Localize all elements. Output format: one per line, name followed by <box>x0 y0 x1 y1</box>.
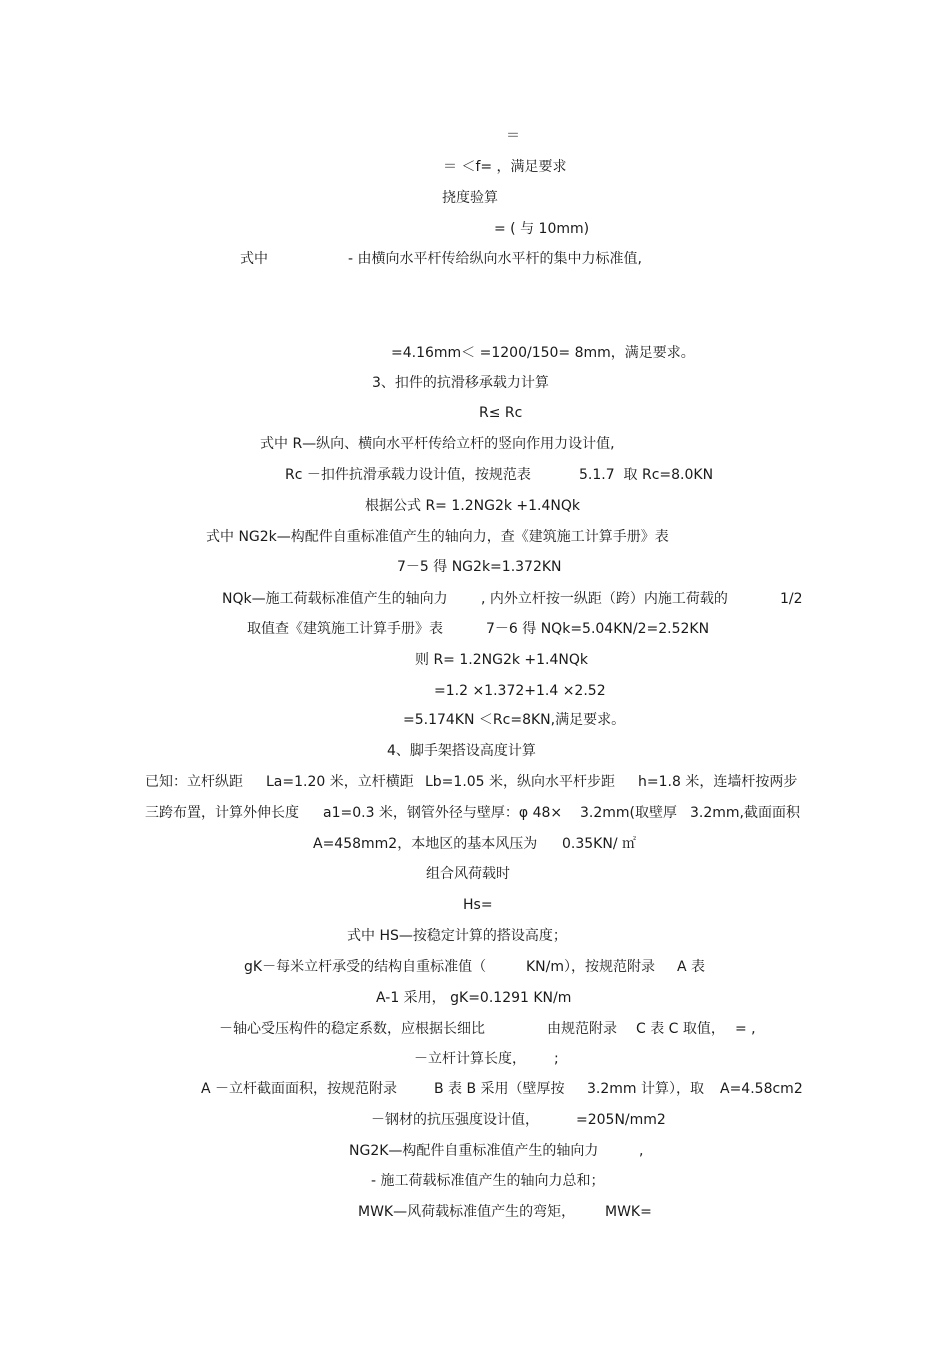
formula-line-hs: Hs= <box>463 897 493 913</box>
text-line-ng2k-def: 式中 NG2k—构配件自重标准值产生的轴向力，查《建筑施工计算手册》表 <box>206 529 669 545</box>
text-line-phi-appendix: 由规范附录 <box>547 1021 617 1037</box>
text-line-given-1d: h=1.8 米，连墙杆按两步 <box>638 774 798 790</box>
text-line-phi-eq: = , <box>735 1021 756 1037</box>
text-line-given-3b: 0.35KN/ ㎡ <box>562 836 636 852</box>
text-line-r-def: 式中 R—纵向、横向水平杆传给立杆的竖向作用力设计值, <box>260 436 615 452</box>
text-line-ng2k-comma: , <box>639 1143 644 1159</box>
formula-line-r-calc: =1.2 ×1.372+1.4 ×2.52 <box>434 683 606 699</box>
formula-line-r: 根据公式 R= 1.2NG2k +1.4NQk <box>365 498 581 514</box>
text-line-given-2a: 三跨布置，计算外伸长度 <box>145 805 299 821</box>
formula-line-r-rc: R≤ Rc <box>479 405 523 421</box>
text-line-where-desc: - 由横向水平杆传给纵向水平杆的集中力标准值, <box>348 251 642 267</box>
text-line-mwk-def: MWK—风荷载标准值产生的弯矩， <box>358 1204 576 1220</box>
text-line-given-2c: 3.2mm(取壁厚 <box>580 805 678 821</box>
text-line-f-value: =205N/mm2 <box>576 1112 666 1128</box>
formula-line-mwk: MWK= <box>605 1204 652 1220</box>
text-line-ng2k-axial: NG2K—构配件自重标准值产生的轴向力 <box>349 1143 599 1159</box>
text-line-given-2d: 3.2mm,截面面积 <box>690 805 800 821</box>
section-heading-4: 4、脚手架搭设高度计算 <box>387 743 536 759</box>
text-line-gk-table: A 表 <box>677 959 706 975</box>
text-line-given-1a: 已知：立杆纵距 <box>145 774 243 790</box>
formula-line-check: ＝ ＜f= ，满足要求 <box>443 159 567 175</box>
text-line-rc-value: 5.1.7 取 Rc=8.0KN <box>579 467 714 483</box>
section-heading-3: 3、扣件的抗滑移承载力计算 <box>372 375 549 391</box>
text-line-nqk-sum: - 施工荷载标准值产生的轴向力总和； <box>371 1173 605 1189</box>
formula-line-deflection-result: =4.16mm＜ =1200/150= 8mm，满足要求。 <box>391 345 695 361</box>
text-line-gk-def: gK－每米立杆承受的结构自重标准值（ <box>244 959 487 975</box>
text-line-gk-value: A-1 采用， gK=0.1291 KN/m <box>376 990 572 1006</box>
text-line-phi-table: C 表 C 取值， <box>636 1021 725 1037</box>
text-line-hs-def: 式中 HS—按稳定计算的搭设高度； <box>347 928 567 944</box>
text-line-l0-def: －立杆计算长度， <box>414 1051 526 1067</box>
text-line-area-table: B 表 B 采用（壁厚按 <box>434 1081 565 1097</box>
formula-line-r-result: =5.174KN ＜Rc=8KN,满足要求。 <box>403 712 626 728</box>
text-line-nqk-half: 1/2 <box>780 591 803 607</box>
text-line-where: 式中 <box>240 251 268 267</box>
formula-line-r-2: 则 R= 1.2NG2k +1.4NQk <box>415 652 589 668</box>
text-line-given-1c: Lb=1.05 米，纵向水平杆步距 <box>425 774 616 790</box>
text-line-area-def: A －立杆截面面积，按规范附录 <box>201 1081 398 1097</box>
text-line-nqk-lookup: 取值查《建筑施工计算手册》表 <box>247 621 443 637</box>
text-line-wind-combo: 组合风荷载时 <box>426 866 510 882</box>
text-line-phi-def: －轴心受压构件的稳定系数，应根据长细比 <box>219 1021 485 1037</box>
text-line-ng2k-value: 7－5 得 NG2k=1.372KN <box>397 559 562 575</box>
text-line-given-1b: La=1.20 米，立杆横距 <box>266 774 414 790</box>
text-line-gk-unit: KN/m），按规范附录 <box>526 959 656 975</box>
text-line-nqk-value: 7－6 得 NQk=5.04KN/2=2.52KN <box>486 621 710 637</box>
text-line-given-3a: A=458mm2，本地区的基本风压为 <box>313 836 538 852</box>
text-line-nqk-def: NQk—施工荷载标准值产生的轴向力 <box>222 591 448 607</box>
formula-line-equals: ＝ <box>506 128 520 144</box>
formula-line-deflection: = ( 与 10mm) <box>494 221 590 237</box>
text-line-nqk-def-2: , 内外立杆按一纵距（跨）内施工荷载的 <box>481 591 728 607</box>
section-heading-deflection: 挠度验算 <box>442 190 498 206</box>
text-line-area-thickness: 3.2mm 计算），取 <box>587 1081 704 1097</box>
text-line-rc-def: Rc －扣件抗滑承载力设计值，按规范表 <box>285 467 531 483</box>
text-line-given-2b: a1=0.3 米，钢管外径与壁厚：φ 48× <box>323 805 563 821</box>
text-line-area-value: A=4.58cm2 <box>720 1081 803 1097</box>
text-line-f-def: －钢材的抗压强度设计值， <box>371 1112 539 1128</box>
text-line-l0-end: ; <box>554 1051 559 1067</box>
